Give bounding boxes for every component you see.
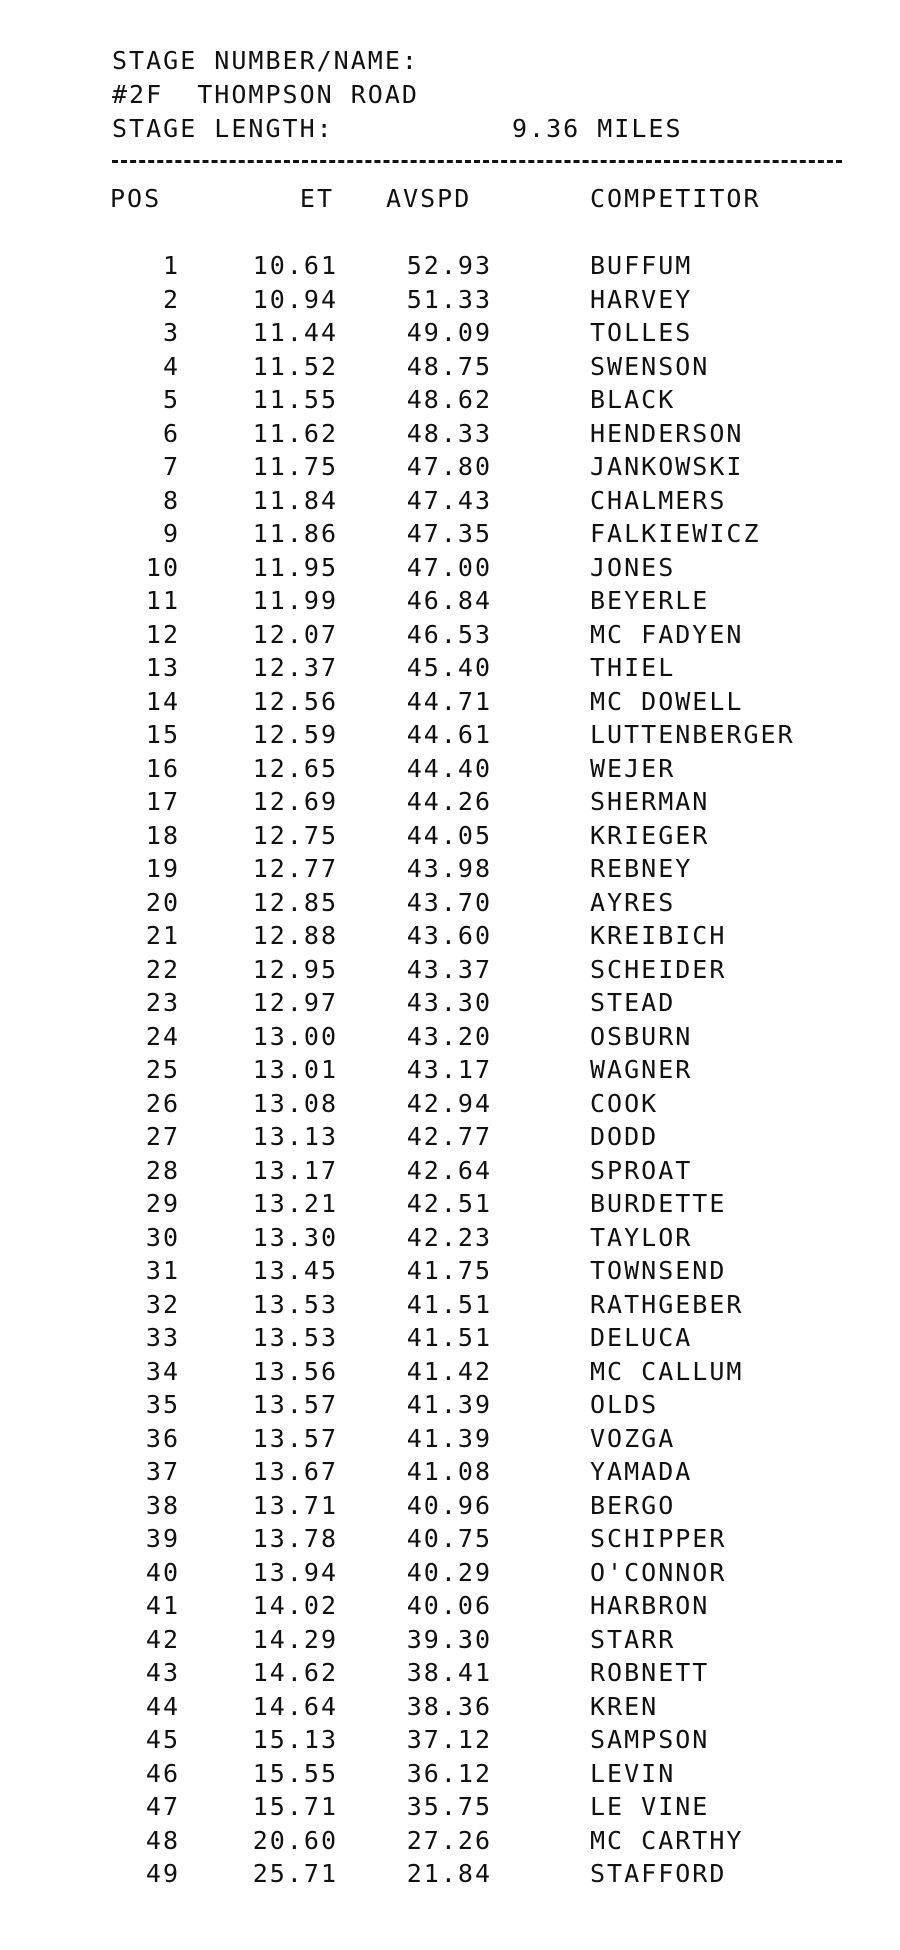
position-cell: 11 — [145, 586, 180, 615]
competitor-cell: BERGO — [590, 1490, 676, 1520]
position-cell: 2 — [162, 284, 180, 314]
table-row — [0, 1656, 900, 1690]
elapsed-time-cell: 13.78 — [252, 1524, 338, 1553]
elapsed-time-cell: 13.57 — [252, 1423, 338, 1453]
position-cell: 33 — [145, 1323, 180, 1352]
table-row — [0, 1053, 900, 1087]
average-speed-cell: 43.37 — [406, 954, 492, 984]
position-cell: 6 — [162, 418, 180, 448]
elapsed-time-cell: 13.21 — [252, 1189, 338, 1218]
competitor-cell: O'CONNOR — [590, 1557, 727, 1587]
position-cell: 40 — [145, 1557, 180, 1587]
elapsed-time-cell: 11.84 — [252, 485, 338, 515]
position-cell: 12 — [145, 619, 180, 649]
table-row — [0, 819, 900, 853]
competitor-cell: DODD — [590, 1122, 659, 1151]
average-speed-cell: 46.84 — [406, 586, 492, 615]
average-speed-cell: 52.93 — [406, 251, 492, 280]
table-row — [0, 1087, 900, 1121]
average-speed-cell: 41.08 — [406, 1457, 492, 1486]
elapsed-time-cell: 12.85 — [252, 887, 338, 917]
competitor-cell: JONES — [590, 552, 676, 582]
competitor-cell: WEJER — [590, 753, 676, 783]
competitor-cell: HENDERSON — [590, 418, 744, 448]
table-row — [0, 752, 900, 786]
table-row — [0, 1723, 900, 1757]
position-cell: 23 — [145, 988, 180, 1017]
average-speed-cell: 41.51 — [406, 1289, 492, 1319]
table-row — [0, 1254, 900, 1288]
position-cell: 25 — [145, 1055, 180, 1084]
position-cell: 17 — [145, 787, 180, 816]
table-row — [0, 1120, 900, 1154]
competitor-cell: MC CARTHY — [590, 1825, 744, 1855]
table-row — [0, 249, 900, 283]
average-speed-cell: 41.51 — [406, 1323, 492, 1352]
average-speed-cell: 44.71 — [406, 686, 492, 716]
table-row — [0, 1623, 900, 1657]
competitor-cell: LUTTENBERGER — [590, 720, 795, 749]
competitor-cell: BEYERLE — [590, 586, 710, 615]
stage-name: #2F THOMPSON ROAD — [112, 80, 419, 109]
table-row — [0, 1824, 900, 1858]
position-cell: 1 — [162, 251, 180, 280]
table-row — [0, 1154, 900, 1188]
elapsed-time-cell: 12.75 — [252, 820, 338, 850]
position-cell: 14 — [145, 686, 180, 716]
dashed-divider — [112, 160, 842, 163]
position-cell: 44 — [145, 1691, 180, 1721]
stage-length-value: 9.36 MILES — [512, 114, 683, 143]
average-speed-cell: 44.40 — [406, 753, 492, 783]
table-row — [0, 517, 900, 551]
competitor-cell: BLACK — [590, 385, 676, 414]
position-cell: 9 — [162, 519, 180, 548]
elapsed-time-cell: 11.44 — [252, 318, 338, 347]
position-cell: 38 — [145, 1490, 180, 1520]
elapsed-time-cell: 12.59 — [252, 720, 338, 749]
competitor-cell: SPROAT — [590, 1155, 693, 1185]
competitor-cell: TOWNSEND — [590, 1256, 727, 1285]
average-speed-cell: 44.26 — [406, 787, 492, 816]
position-cell: 42 — [145, 1624, 180, 1654]
elapsed-time-cell: 12.95 — [252, 954, 338, 984]
average-speed-cell: 45.40 — [406, 653, 492, 682]
competitor-cell: AYRES — [590, 887, 676, 917]
elapsed-time-cell: 15.55 — [252, 1758, 338, 1788]
average-speed-cell: 43.98 — [406, 854, 492, 883]
competitor-cell: BURDETTE — [590, 1189, 727, 1218]
elapsed-time-cell: 14.62 — [252, 1658, 338, 1687]
column-header-competitor: COMPETITOR — [590, 184, 761, 213]
competitor-cell: THIEL — [590, 653, 676, 682]
table-row — [0, 953, 900, 987]
competitor-cell: WAGNER — [590, 1055, 693, 1084]
position-cell: 35 — [145, 1390, 180, 1419]
position-cell: 5 — [162, 385, 180, 414]
average-speed-cell: 38.36 — [406, 1691, 492, 1721]
competitor-cell: SCHIPPER — [590, 1524, 727, 1553]
elapsed-time-cell: 15.71 — [252, 1792, 338, 1821]
table-row — [0, 316, 900, 350]
elapsed-time-cell: 14.02 — [252, 1591, 338, 1620]
average-speed-cell: 41.39 — [406, 1423, 492, 1453]
average-speed-cell: 49.09 — [406, 318, 492, 347]
position-cell: 21 — [145, 921, 180, 950]
average-speed-cell: 40.96 — [406, 1490, 492, 1520]
position-cell: 8 — [162, 485, 180, 515]
table-row — [0, 1187, 900, 1221]
table-row — [0, 551, 900, 585]
table-row — [0, 350, 900, 384]
competitor-cell: SCHEIDER — [590, 954, 727, 984]
table-row — [0, 484, 900, 518]
position-cell: 41 — [145, 1591, 180, 1620]
elapsed-time-cell: 12.56 — [252, 686, 338, 716]
competitor-cell: HARVEY — [590, 284, 693, 314]
elapsed-time-cell: 13.17 — [252, 1155, 338, 1185]
average-speed-cell: 41.75 — [406, 1256, 492, 1285]
competitor-cell: KREN — [590, 1691, 659, 1721]
average-speed-cell: 48.62 — [406, 385, 492, 414]
position-cell: 49 — [145, 1859, 180, 1888]
table-row — [0, 1355, 900, 1389]
competitor-cell: CHALMERS — [590, 485, 727, 515]
average-speed-cell: 37.12 — [406, 1725, 492, 1754]
table-row — [0, 417, 900, 451]
position-cell: 7 — [162, 452, 180, 481]
elapsed-time-cell: 11.55 — [252, 385, 338, 414]
elapsed-time-cell: 13.08 — [252, 1088, 338, 1118]
column-header-pos: POS — [110, 184, 162, 213]
competitor-cell: TOLLES — [590, 318, 693, 347]
elapsed-time-cell: 12.77 — [252, 854, 338, 883]
average-speed-cell: 48.33 — [406, 418, 492, 448]
table-row — [0, 1321, 900, 1355]
elapsed-time-cell: 13.01 — [252, 1055, 338, 1084]
average-speed-cell: 42.77 — [406, 1122, 492, 1151]
average-speed-cell: 36.12 — [406, 1758, 492, 1788]
position-cell: 26 — [145, 1088, 180, 1118]
competitor-cell: HARBRON — [590, 1591, 710, 1620]
competitor-cell: JANKOWSKI — [590, 452, 744, 481]
average-speed-cell: 21.84 — [406, 1859, 492, 1888]
table-row — [0, 584, 900, 618]
elapsed-time-cell: 11.99 — [252, 586, 338, 615]
table-row — [0, 1522, 900, 1556]
average-speed-cell: 48.75 — [406, 351, 492, 381]
competitor-cell: VOZGA — [590, 1423, 676, 1453]
elapsed-time-cell: 11.62 — [252, 418, 338, 448]
elapsed-time-cell: 12.69 — [252, 787, 338, 816]
position-cell: 4 — [162, 351, 180, 381]
column-header-et: ET — [299, 184, 334, 213]
competitor-cell: KREIBICH — [590, 921, 727, 950]
competitor-cell: OSBURN — [590, 1021, 693, 1051]
elapsed-time-cell: 14.64 — [252, 1691, 338, 1721]
average-speed-cell: 43.60 — [406, 921, 492, 950]
elapsed-time-cell: 20.60 — [252, 1825, 338, 1855]
position-cell: 36 — [145, 1423, 180, 1453]
average-speed-cell: 43.30 — [406, 988, 492, 1017]
average-speed-cell: 27.26 — [406, 1825, 492, 1855]
position-cell: 20 — [145, 887, 180, 917]
table-row — [0, 1489, 900, 1523]
elapsed-time-cell: 12.97 — [252, 988, 338, 1017]
table-row — [0, 718, 900, 752]
average-speed-cell: 47.00 — [406, 552, 492, 582]
average-speed-cell: 41.39 — [406, 1390, 492, 1419]
elapsed-time-cell: 13.13 — [252, 1122, 338, 1151]
position-cell: 28 — [145, 1155, 180, 1185]
average-speed-cell: 41.42 — [406, 1356, 492, 1386]
average-speed-cell: 42.94 — [406, 1088, 492, 1118]
table-row — [0, 1288, 900, 1322]
competitor-cell: REBNEY — [590, 854, 693, 883]
table-row — [0, 685, 900, 719]
position-cell: 34 — [145, 1356, 180, 1386]
table-row — [0, 1589, 900, 1623]
elapsed-time-cell: 12.65 — [252, 753, 338, 783]
position-cell: 13 — [145, 653, 180, 682]
average-speed-cell: 39.30 — [406, 1624, 492, 1654]
position-cell: 19 — [145, 854, 180, 883]
table-row — [0, 1857, 900, 1891]
position-cell: 37 — [145, 1457, 180, 1486]
average-speed-cell: 47.35 — [406, 519, 492, 548]
average-speed-cell: 46.53 — [406, 619, 492, 649]
competitor-cell: SHERMAN — [590, 787, 710, 816]
competitor-cell: STEAD — [590, 988, 676, 1017]
position-cell: 43 — [145, 1658, 180, 1687]
elapsed-time-cell: 12.37 — [252, 653, 338, 682]
elapsed-time-cell: 13.53 — [252, 1323, 338, 1352]
elapsed-time-cell: 13.71 — [252, 1490, 338, 1520]
table-row — [0, 1455, 900, 1489]
table-row — [0, 785, 900, 819]
position-cell: 15 — [145, 720, 180, 749]
elapsed-time-cell: 13.67 — [252, 1457, 338, 1486]
competitor-cell: LE VINE — [590, 1792, 710, 1821]
average-speed-cell: 35.75 — [406, 1792, 492, 1821]
table-row — [0, 1556, 900, 1590]
average-speed-cell: 47.80 — [406, 452, 492, 481]
position-cell: 31 — [145, 1256, 180, 1285]
position-cell: 46 — [145, 1758, 180, 1788]
elapsed-time-cell: 25.71 — [252, 1859, 338, 1888]
elapsed-time-cell: 13.57 — [252, 1390, 338, 1419]
stage-number-label: STAGE NUMBER/NAME: — [112, 46, 419, 75]
table-row — [0, 1690, 900, 1724]
table-row — [0, 1757, 900, 1791]
competitor-cell: TAYLOR — [590, 1222, 693, 1252]
elapsed-time-cell: 14.29 — [252, 1624, 338, 1654]
average-speed-cell: 42.23 — [406, 1222, 492, 1252]
position-cell: 48 — [145, 1825, 180, 1855]
table-row — [0, 283, 900, 317]
elapsed-time-cell: 11.86 — [252, 519, 338, 548]
average-speed-cell: 40.29 — [406, 1557, 492, 1587]
average-speed-cell: 43.17 — [406, 1055, 492, 1084]
table-row — [0, 1388, 900, 1422]
competitor-cell: SWENSON — [590, 351, 710, 381]
table-row — [0, 986, 900, 1020]
position-cell: 45 — [145, 1725, 180, 1754]
table-row — [0, 1020, 900, 1054]
position-cell: 24 — [145, 1021, 180, 1051]
competitor-cell: RATHGEBER — [590, 1289, 744, 1319]
elapsed-time-cell: 13.94 — [252, 1557, 338, 1587]
table-row — [0, 919, 900, 953]
average-speed-cell: 42.64 — [406, 1155, 492, 1185]
table-row — [0, 450, 900, 484]
elapsed-time-cell: 12.07 — [252, 619, 338, 649]
position-cell: 32 — [145, 1289, 180, 1319]
table-row — [0, 383, 900, 417]
elapsed-time-cell: 11.75 — [252, 452, 338, 481]
elapsed-time-cell: 15.13 — [252, 1725, 338, 1754]
average-speed-cell: 42.51 — [406, 1189, 492, 1218]
table-row — [0, 1221, 900, 1255]
competitor-cell: STARR — [590, 1624, 676, 1654]
position-cell: 22 — [145, 954, 180, 984]
competitor-cell: MC CALLUM — [590, 1356, 744, 1386]
average-speed-cell: 44.05 — [406, 820, 492, 850]
position-cell: 27 — [145, 1122, 180, 1151]
results-table — [0, 249, 900, 1891]
position-cell: 47 — [145, 1792, 180, 1821]
elapsed-time-cell: 10.61 — [252, 251, 338, 280]
position-cell: 29 — [145, 1189, 180, 1218]
competitor-cell: ROBNETT — [590, 1658, 710, 1687]
table-row — [0, 1422, 900, 1456]
competitor-cell: FALKIEWICZ — [590, 519, 761, 548]
average-speed-cell: 51.33 — [406, 284, 492, 314]
average-speed-cell: 40.75 — [406, 1524, 492, 1553]
competitor-cell: KRIEGER — [590, 820, 710, 850]
elapsed-time-cell: 13.53 — [252, 1289, 338, 1319]
competitor-cell: DELUCA — [590, 1323, 693, 1352]
table-row — [0, 852, 900, 886]
elapsed-time-cell: 13.45 — [252, 1256, 338, 1285]
competitor-cell: MC FADYEN — [590, 619, 744, 649]
table-row — [0, 618, 900, 652]
average-speed-cell: 40.06 — [406, 1591, 492, 1620]
table-row — [0, 1790, 900, 1824]
competitor-cell: LEVIN — [590, 1758, 676, 1788]
table-row — [0, 886, 900, 920]
average-speed-cell: 43.70 — [406, 887, 492, 917]
competitor-cell: SAMPSON — [590, 1725, 710, 1754]
elapsed-time-cell: 11.52 — [252, 351, 338, 381]
position-cell: 10 — [145, 552, 180, 582]
position-cell: 18 — [145, 820, 180, 850]
position-cell: 16 — [145, 753, 180, 783]
position-cell: 3 — [162, 318, 180, 347]
column-header-avspd: AVSPD — [386, 184, 472, 213]
stage-length-label: STAGE LENGTH: — [112, 114, 334, 143]
elapsed-time-cell: 13.00 — [252, 1021, 338, 1051]
competitor-cell: STAFFORD — [590, 1859, 727, 1888]
position-cell: 39 — [145, 1524, 180, 1553]
average-speed-cell: 47.43 — [406, 485, 492, 515]
table-row — [0, 651, 900, 685]
average-speed-cell: 44.61 — [406, 720, 492, 749]
competitor-cell: YAMADA — [590, 1457, 693, 1486]
competitor-cell: BUFFUM — [590, 251, 693, 280]
elapsed-time-cell: 13.30 — [252, 1222, 338, 1252]
average-speed-cell: 43.20 — [406, 1021, 492, 1051]
elapsed-time-cell: 11.95 — [252, 552, 338, 582]
elapsed-time-cell: 10.94 — [252, 284, 338, 314]
elapsed-time-cell: 13.56 — [252, 1356, 338, 1386]
average-speed-cell: 38.41 — [406, 1658, 492, 1687]
competitor-cell: MC DOWELL — [590, 686, 744, 716]
competitor-cell: COOK — [590, 1088, 659, 1118]
position-cell: 30 — [145, 1222, 180, 1252]
competitor-cell: OLDS — [590, 1390, 659, 1419]
elapsed-time-cell: 12.88 — [252, 921, 338, 950]
